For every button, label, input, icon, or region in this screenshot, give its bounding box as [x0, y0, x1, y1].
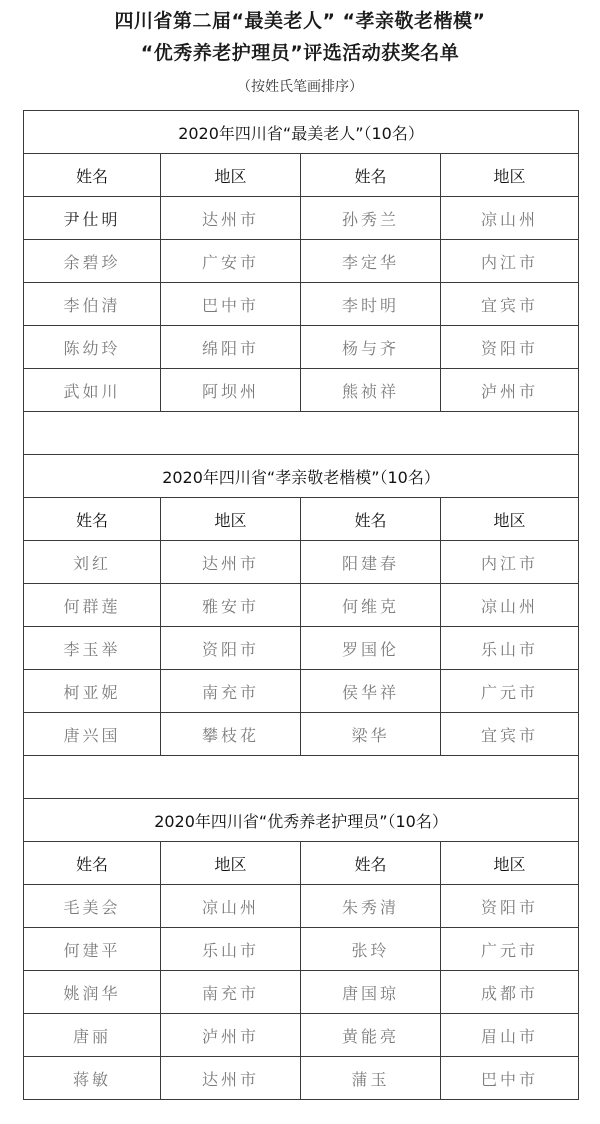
table-row — [24, 1057, 579, 1100]
name-cell: 姚润华 — [24, 971, 161, 1014]
name-cell: 毛美会 — [24, 885, 161, 928]
region-cell: 广元市 — [441, 928, 579, 971]
region-cell: 资阳市 — [441, 885, 579, 928]
table-row — [24, 928, 579, 971]
region-cell: 达州市 — [161, 1057, 301, 1100]
name-cell: 阳建春 — [301, 541, 441, 584]
section-spacer — [24, 756, 579, 799]
name-cell: 尹仕明 — [24, 197, 161, 240]
name-cell: 唐兴国 — [24, 713, 161, 756]
table-row — [24, 971, 579, 1014]
region-column-header: 地区 — [161, 842, 301, 885]
region-cell: 资阳市 — [161, 627, 301, 670]
document-title-line1: 四川省第二届“最美老人” “孝亲敬老楷模” — [114, 10, 486, 32]
section-heading: 2020年四川省“孝亲敬老楷模”（10名） — [24, 455, 579, 498]
region-column-header: 地区 — [161, 154, 301, 197]
name-cell: 梁华 — [301, 713, 441, 756]
region-cell: 广元市 — [441, 670, 579, 713]
name-cell: 刘红 — [24, 541, 161, 584]
region-cell: 成都市 — [441, 971, 579, 1014]
winners-table — [23, 110, 579, 1100]
name-cell: 孙秀兰 — [301, 197, 441, 240]
document-title-line2: “优秀养老护理员”评选活动获奖名单 — [140, 42, 460, 64]
region-cell: 阿坝州 — [161, 369, 301, 412]
region-cell: 达州市 — [161, 541, 301, 584]
name-cell: 朱秀清 — [301, 885, 441, 928]
region-cell: 凉山州 — [161, 885, 301, 928]
table-row — [24, 541, 579, 584]
region-cell: 眉山市 — [441, 1014, 579, 1057]
name-cell: 侯华祥 — [301, 670, 441, 713]
name-cell: 杨与齐 — [301, 326, 441, 369]
section-heading-row — [24, 111, 579, 154]
table-row — [24, 283, 579, 326]
table-row — [24, 369, 579, 412]
region-cell: 凉山州 — [441, 197, 579, 240]
name-cell: 熊祯祥 — [301, 369, 441, 412]
region-cell: 宜宾市 — [441, 713, 579, 756]
name-column-header: 姓名 — [301, 154, 441, 197]
name-cell: 武如川 — [24, 369, 161, 412]
table-row — [24, 670, 579, 713]
region-cell: 凉山州 — [441, 584, 579, 627]
name-cell: 蒋敏 — [24, 1057, 161, 1100]
name-cell: 李定华 — [301, 240, 441, 283]
name-column-header: 姓名 — [301, 842, 441, 885]
name-cell: 何群莲 — [24, 584, 161, 627]
name-cell: 李伯清 — [24, 283, 161, 326]
name-cell: 李玉举 — [24, 627, 161, 670]
name-cell: 李时明 — [301, 283, 441, 326]
region-cell: 攀枝花 — [161, 713, 301, 756]
region-cell: 巴中市 — [441, 1057, 579, 1100]
region-cell: 南充市 — [161, 971, 301, 1014]
column-header-row — [24, 498, 579, 541]
region-cell: 巴中市 — [161, 283, 301, 326]
name-cell: 何维克 — [301, 584, 441, 627]
table-row — [24, 240, 579, 283]
table-row — [24, 713, 579, 756]
name-column-header: 姓名 — [24, 154, 161, 197]
region-cell: 雅安市 — [161, 584, 301, 627]
name-cell: 张玲 — [301, 928, 441, 971]
column-header-row — [24, 842, 579, 885]
name-cell: 黄能亮 — [301, 1014, 441, 1057]
name-cell: 何建平 — [24, 928, 161, 971]
name-cell: 唐国琼 — [301, 971, 441, 1014]
region-column-header: 地区 — [441, 498, 579, 541]
name-cell: 陈幼玲 — [24, 326, 161, 369]
name-cell: 余碧珍 — [24, 240, 161, 283]
table-row — [24, 885, 579, 928]
region-cell: 内江市 — [441, 541, 579, 584]
name-column-header: 姓名 — [301, 498, 441, 541]
name-column-header: 姓名 — [24, 842, 161, 885]
section-heading: 2020年四川省“最美老人”（10名） — [24, 111, 579, 154]
region-cell: 泸州市 — [161, 1014, 301, 1057]
region-cell: 达州市 — [161, 197, 301, 240]
spacer-cell — [24, 412, 579, 455]
table-row — [24, 584, 579, 627]
region-cell: 宜宾市 — [441, 283, 579, 326]
section-spacer — [24, 412, 579, 455]
region-cell: 乐山市 — [441, 627, 579, 670]
section-heading: 2020年四川省“优秀养老护理员”（10名） — [24, 799, 579, 842]
region-cell: 内江市 — [441, 240, 579, 283]
section-heading-row — [24, 455, 579, 498]
name-cell: 唐丽 — [24, 1014, 161, 1057]
region-cell: 绵阳市 — [161, 326, 301, 369]
region-column-header: 地区 — [441, 842, 579, 885]
region-cell: 南充市 — [161, 670, 301, 713]
region-cell: 资阳市 — [441, 326, 579, 369]
name-cell: 柯亚妮 — [24, 670, 161, 713]
region-column-header: 地区 — [161, 498, 301, 541]
region-column-header: 地区 — [441, 154, 579, 197]
column-header-row — [24, 154, 579, 197]
spacer-cell — [24, 756, 579, 799]
region-cell: 泸州市 — [441, 369, 579, 412]
table-row — [24, 627, 579, 670]
name-column-header: 姓名 — [24, 498, 161, 541]
name-cell: 蒲玉 — [301, 1057, 441, 1100]
region-cell: 乐山市 — [161, 928, 301, 971]
table-row — [24, 326, 579, 369]
name-cell: 罗国伦 — [301, 627, 441, 670]
region-cell: 广安市 — [161, 240, 301, 283]
sort-note: （按姓氏笔画排序） — [237, 79, 363, 95]
table-row — [24, 197, 579, 240]
section-heading-row — [24, 799, 579, 842]
table-row — [24, 1014, 579, 1057]
